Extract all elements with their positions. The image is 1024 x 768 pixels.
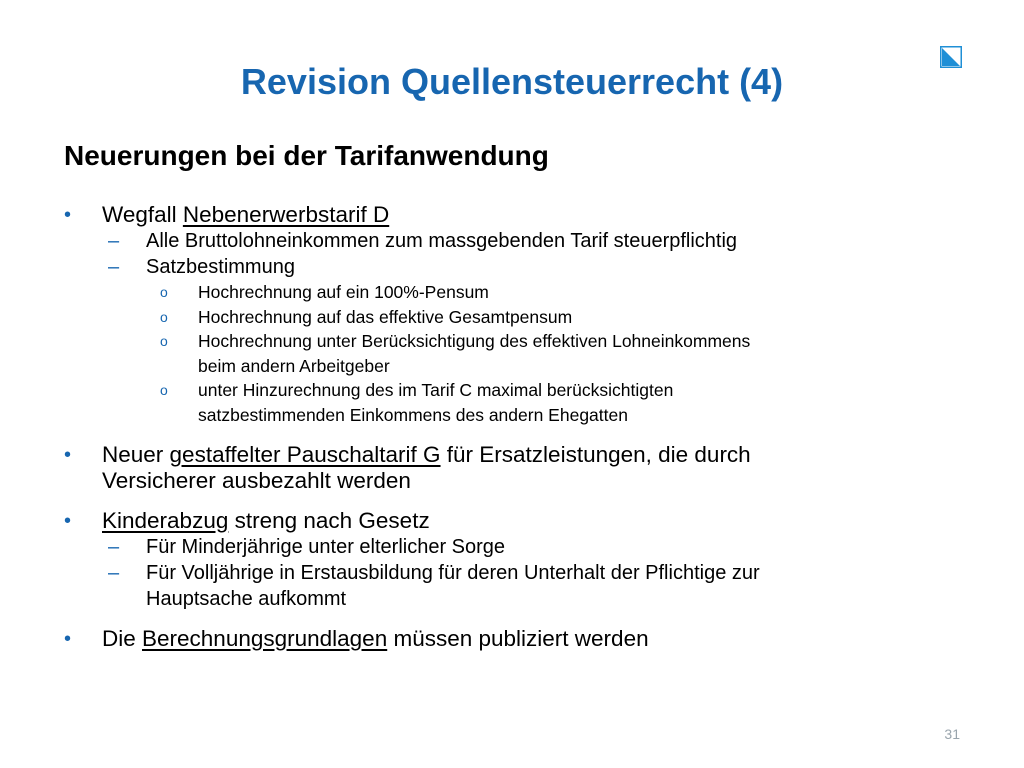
circle-marker: o: [160, 333, 168, 350]
sub-bullet-text: Alle Bruttolohneinkommen zum massgebenden Tarif steuerpflichtig: [146, 230, 738, 252]
sub-bullet-line: Für Volljährige in Erstausbildung für deren Unterhalt der Pflichtige zur: [146, 561, 760, 584]
bullet-marker: •: [64, 204, 72, 226]
circle-marker: o: [160, 284, 168, 300]
bullet-text-line: Versicherer ausbezahlt werden: [102, 467, 411, 493]
bullet-item: [64, 508, 964, 534]
sub-sub-bullet-line: satzbestimmenden Einkommens des andern Ehegatten: [198, 404, 628, 425]
bullet-text-part: für Ersatzleistungen, die durch: [440, 441, 751, 467]
sub-sub-bullet-line: unter Hinzurechnung des im Tarif C maximal berücksichtigten: [198, 380, 674, 401]
sub-sub-bullet-item: [64, 280, 964, 305]
sub-bullet-item: [64, 228, 964, 254]
sub-sub-bullet-item: [64, 378, 964, 427]
dash-marker: –: [108, 256, 120, 278]
sub-bullet-item: [64, 254, 964, 280]
page-number: 31: [944, 726, 960, 742]
circle-marker: o: [160, 382, 168, 399]
bullet-item: [64, 442, 964, 494]
dash-marker: –: [108, 561, 120, 584]
sub-sub-bullet-item: [64, 329, 964, 378]
sub-sub-bullet-line: beim andern Arbeitgeber: [198, 355, 390, 376]
bullet-text-part: Wegfall: [102, 202, 183, 227]
bullet-text-part: Neuer: [102, 441, 170, 467]
bullet-text: [102, 508, 964, 534]
slide-subtitle: Neuerungen bei der Tarifanwendung: [64, 140, 549, 171]
sub-bullet-text: Für Minderjährige unter elterlicher Sorge: [146, 535, 506, 558]
sub-sub-bullet-text: Hochrechnung auf das effektive Gesamtpensum: [198, 306, 573, 327]
circle-marker: o: [160, 308, 168, 325]
sub-bullet-item: [64, 560, 964, 612]
bullet-list: [64, 202, 964, 652]
bullet-text-part: Die: [102, 625, 143, 651]
bullet-marker: •: [64, 443, 72, 466]
bullet-marker: •: [64, 627, 72, 650]
bullet-text: [102, 626, 964, 652]
bullet-marker: •: [64, 509, 72, 532]
underlined-term: gestaffelter Pauschaltarif G: [169, 441, 441, 467]
sub-bullet-item: [64, 534, 964, 560]
bullet-text-part: müssen publiziert werden: [387, 625, 649, 651]
sub-bullet-line: Hauptsache aufkommt: [146, 587, 347, 610]
bullet-text: [102, 442, 964, 468]
sub-sub-bullet-line: Hochrechnung unter Berücksichtigung des effektiven Lohneinkommens: [198, 331, 751, 352]
sub-sub-bullet-text: Hochrechnung auf ein 100%-Pensum: [198, 282, 489, 302]
bullet-item: [64, 626, 964, 652]
dash-marker: –: [108, 535, 120, 558]
underlined-term: Nebenerwerbstarif D: [182, 202, 390, 227]
underlined-term: Kinderabzug: [102, 507, 229, 533]
sub-sub-bullet-item: [64, 305, 964, 330]
sub-bullet-text: Satzbestimmung: [146, 256, 295, 278]
underlined-term: Berechnungsgrundlagen: [142, 625, 388, 651]
bullet-item: [64, 202, 964, 228]
dash-marker: –: [108, 230, 120, 252]
bullet-text-part: streng nach Gesetz: [228, 507, 430, 533]
bullet-text: [102, 202, 964, 228]
slide-title: Revision Quellensteuerrecht (4): [240, 61, 784, 102]
